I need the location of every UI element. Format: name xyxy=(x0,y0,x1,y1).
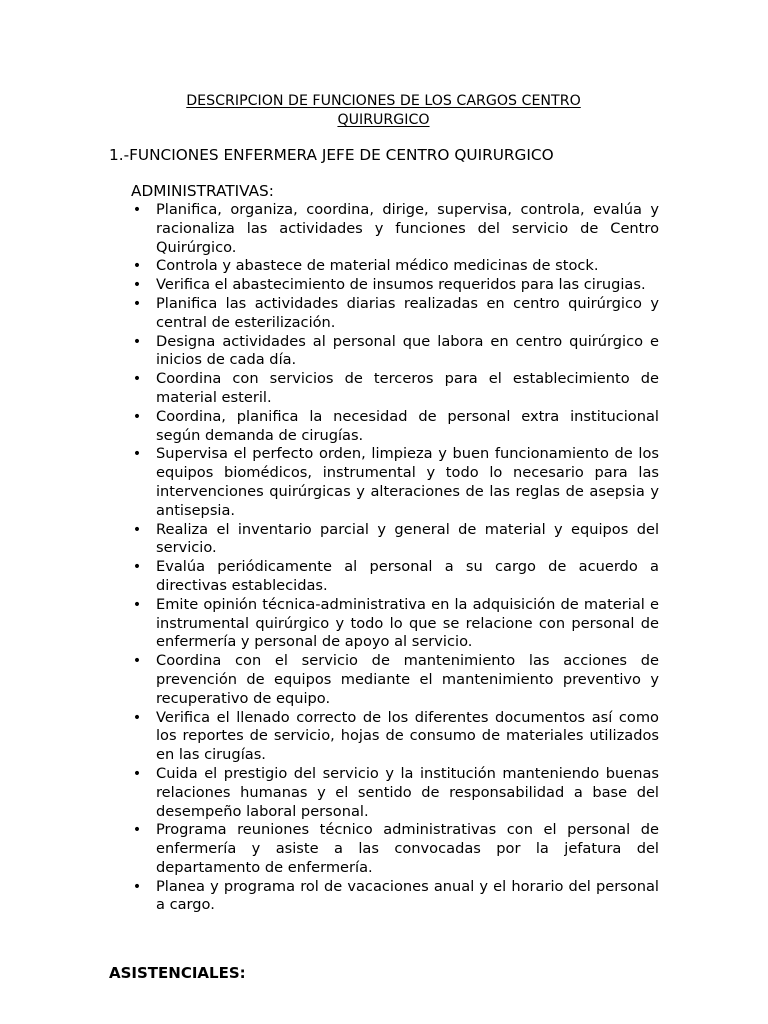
bullet-icon: • xyxy=(132,446,142,463)
list-item-text: Planifica, organiza, coordina, dirige, supervisa, controla, evalúa y racionaliza las actividades y funciones del servicio de Centro Quirúrgico. xyxy=(156,201,659,256)
list-item-text: Supervisa el perfecto orden, limpieza y buen funcionamiento de los equipos biomédicos, instrumental y todo lo necesario para las intervenciones quirúrgicas y alteraciones de las reglas de asepsia y antisepsia. xyxy=(156,445,659,519)
list-item-text: Verifica el abastecimiento de insumos requeridos para las cirugias. xyxy=(156,276,646,294)
list-item-text: Realiza el inventario parcial y general de material y equipos del servicio. xyxy=(156,520,659,557)
list-item-text: Planifica las actividades diarias realizadas en centro quirúrgico y central de esterilización. xyxy=(156,294,659,331)
list-item xyxy=(131,652,659,708)
list-item-text: Cuida el prestigio del servicio y la institución manteniendo buenas relaciones humanas y el sentido de responsabilidad a base del desempeño laboral personal. xyxy=(156,764,659,820)
list-item-text: Planea y programa rol de vacaciones anual y el horario del personal a cargo. xyxy=(156,877,659,914)
bullet-icon: • xyxy=(132,878,142,895)
bullet-icon: • xyxy=(132,822,142,839)
list-item-text: Controla y abastece de material médico medicinas de stock. xyxy=(156,257,599,275)
list-item xyxy=(131,821,659,877)
bullet-icon: • xyxy=(132,371,142,388)
bullet-icon: • xyxy=(132,333,142,350)
bullet-icon: • xyxy=(132,709,142,726)
title-line-1 xyxy=(108,92,659,111)
list-item xyxy=(131,295,659,333)
bullet-icon: • xyxy=(132,765,142,782)
bullet-icon: • xyxy=(132,521,142,538)
list-item xyxy=(131,596,659,652)
title-line-2 xyxy=(108,111,659,130)
list-item xyxy=(131,709,659,765)
title-line-1-text: DESCRIPCION DE FUNCIONES DE LOS CARGOS CENTRO xyxy=(186,93,581,109)
list-item xyxy=(131,765,659,821)
list-item xyxy=(131,201,659,257)
list-item xyxy=(131,257,659,276)
list-item xyxy=(131,370,659,408)
administrativas-list xyxy=(131,201,659,915)
bullet-icon: • xyxy=(132,258,142,275)
list-item-text: Emite opinión técnica-administrativa en la adquisición de material e instrumental quirúrgico y todo lo que se relacione con personal de enfermería y personal de apoyo al servicio. xyxy=(156,595,659,651)
list-item-text: Coordina con el servicio de mantenimiento las acciones de prevención de equipos mediante el mantenimiento preventivo y recuperativo de equipo. xyxy=(156,652,659,707)
list-item xyxy=(131,408,659,446)
title-line-2-text: QUIRURGICO xyxy=(337,112,430,128)
bullet-icon: • xyxy=(132,277,142,294)
asistenciales-heading: ASISTENCIALES: xyxy=(109,964,246,982)
section-title: 1.-FUNCIONES ENFERMERA JEFE DE CENTRO QUIRURGICO xyxy=(109,146,554,164)
list-item xyxy=(131,558,659,596)
document-title xyxy=(108,92,659,130)
bullet-icon: • xyxy=(132,408,142,425)
list-item-text: Coordina con servicios de terceros para el establecimiento de material esteril. xyxy=(156,370,659,406)
list-item-text: Coordina, planifica la necesidad de personal extra institucional según demanda de cirugías. xyxy=(156,407,659,444)
bullet-icon: • xyxy=(132,653,142,670)
list-item-text: Designa actividades al personal que labora en centro quirúrgico e inicios de cada día. xyxy=(156,332,659,369)
list-item-text: Programa reuniones técnico administrativas con el personal de enfermería y asiste a las convocadas por la jefatura del departamento de enfermería. xyxy=(156,821,659,876)
bullet-icon: • xyxy=(132,559,142,576)
list-item xyxy=(131,276,659,295)
list-item-text: Evalúa periódicamente al personal a su cargo de acuerdo a directivas establecidas. xyxy=(156,558,659,594)
list-item-text: Verifica el llenado correcto de los diferentes documentos así como los reportes de servicio, hojas de consumo de materiales utilizados en las cirugías. xyxy=(156,708,659,764)
list-item xyxy=(131,521,659,559)
list-item xyxy=(131,878,659,916)
bullet-icon: • xyxy=(132,295,142,312)
bullet-icon: • xyxy=(132,596,142,613)
bullet-icon: • xyxy=(132,202,142,218)
list-item xyxy=(131,445,659,520)
list-item xyxy=(131,333,659,371)
administrativas-heading: ADMINISTRATIVAS: xyxy=(131,182,274,200)
